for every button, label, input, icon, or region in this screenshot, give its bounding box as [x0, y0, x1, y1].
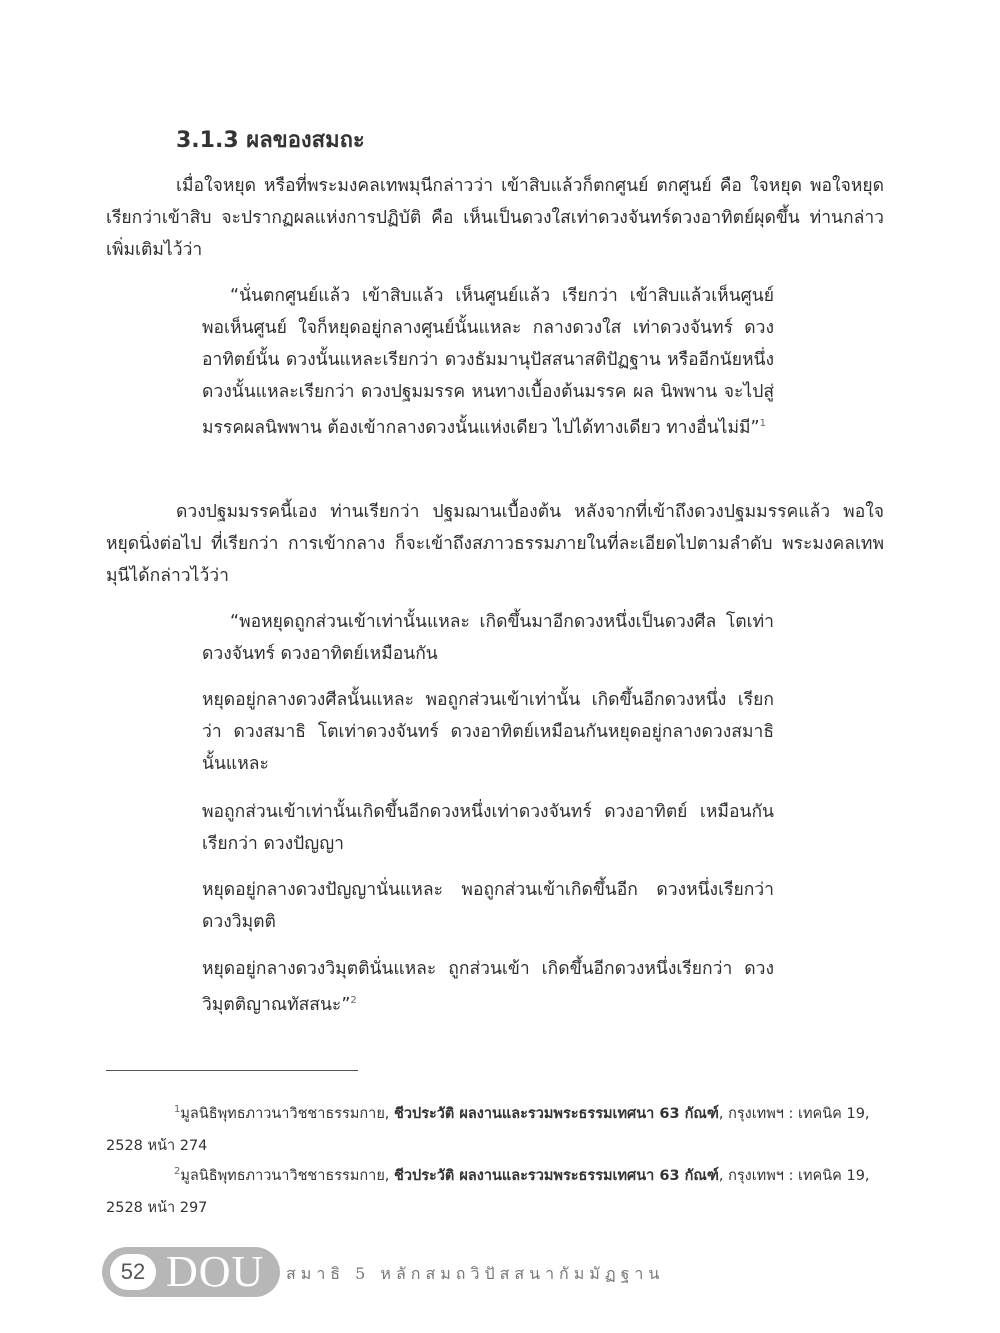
quote-4-text: พอถูกส่วนเข้าเท่านั้นเกิดขึ้นอีกดวงหนึ่งเท่าดวงจันทร์ ดวงอาทิตย์ เหมือนกัน เรียกว่า ดวงปัญญา: [202, 802, 774, 854]
footnote-ref-1[interactable]: 1: [759, 418, 766, 429]
quote-3: [202, 684, 774, 780]
footnote-2-number: 2: [174, 1166, 181, 1177]
paragraph-2-text: ดวงปฐมมรรคนี้เอง ท่านเรียกว่า ปฐมฌานเบื้องต้น หลังจากที่เข้าถึงดวงปฐมมรรคแล้ว พอใจหยุดนิ่งต่อไป ที่เรียกว่า การเข้ากลาง ก็จะเข้าถึงสภาวธรรมภายในที่ละเอียดไปตามลำดับ พระมงคลเทพมุนีได้กล่าวไว้ว่า: [106, 502, 884, 586]
quote-2: [202, 606, 774, 670]
paragraph-1: [106, 170, 884, 266]
footnote-1-source: มูลนิธิพุทธภาวนาวิชชาธรรมกาย,: [180, 1105, 395, 1122]
footnote-ref-2[interactable]: 2: [350, 995, 357, 1006]
quote-6-text: หยุดอยู่กลางดวงวิมุตตินั่นแหละ ถูกส่วนเข้า เกิดขึ้นอีกดวงหนึ่งเรียกว่า ดวงวิมุตติญาณทัสสนะ”: [202, 959, 774, 1015]
paragraph-1-text: เมื่อใจหยุด หรือที่พระมงคลเทพมุนีกล่าวว่า เข้าสิบแล้วก็ตกศูนย์ ตกศูนย์ คือ ใจหยุด พอใจหยุดเรียกว่าเข้าสิบ จะปรากฏผลแห่งการปฏิบัติ คือ เห็นเป็นดวงใสเท่าดวงจันทร์ดวงอาทิตย์ผุดขึ้น ท่านกล่าวเพิ่มเติมไว้ว่า: [106, 176, 884, 260]
footnote-2-publisher: , กรุงเทพฯ : เทคนิค 19,: [718, 1167, 870, 1184]
footnote-1-title: ชีวประวัติ ผลงานและรวมพระธรรมเทศนา 63 กัณฑ์: [394, 1105, 719, 1122]
footnote-2: [106, 1156, 884, 1224]
quote-3-text: หยุดอยู่กลางดวงศีลนั้นแหละ พอถูกส่วนเข้าเท่านั้น เกิดขึ้นอีกดวงหนึ่ง เรียกว่า ดวงสมาธิ โตเท่าดวงจันทร์ ดวงอาทิตย์เหมือนกันหยุดอยู่กลางดวงสมาธินั้นแหละ: [202, 690, 774, 774]
footnote-2-year-page: 2528 หน้า 297: [106, 1199, 208, 1216]
footnote-divider: [106, 1070, 358, 1071]
footnote-1-year-page: 2528 หน้า 274: [106, 1137, 208, 1154]
quote-1-text: “นั่นตกศูนย์แล้ว เข้าสิบแล้ว เห็นศูนย์แล้ว เรียกว่า เข้าสิบแล้วเห็นศูนย์ พอเห็นศูนย์ ใจก็หยุดอยู่กลางศูนย์นั้นแหละ กลางดวงใส เท่าดวงจันทร์ ดวงอาทิตย์นั้น ดวงนั้นแหละเรียกว่า ดวงธัมมานุปัสสนาสติปัฏฐาน หรืออีกนัยหนึ่ง ดวงนั้นแหละเรียกว่า ดวงปฐมมรรค หนทางเบื้องต้นมรรค ผล นิพพาน จะไปสู่มรรคผลนิพพาน ต้องเข้ากลางดวงนั้นแห่งเดียว ไปได้ทางเดียว ทางอื่นไม่มี”: [202, 286, 774, 438]
footnote-1-publisher: , กรุงเทพฯ : เทคนิค 19,: [718, 1105, 870, 1122]
footnote-1: [106, 1094, 884, 1162]
quote-5: [202, 874, 774, 938]
quote-4: [202, 796, 774, 860]
quote-1: [202, 280, 774, 444]
footnote-2-source: มูลนิธิพุทธภาวนาวิชชาธรรมกาย,: [180, 1167, 395, 1184]
running-footer-title: สมาธิ 5 หลักสมถวิปัสสนากัมมัฏฐาน: [286, 1264, 665, 1283]
section-heading: 3.1.3 ผลของสมถะ: [176, 128, 365, 153]
footnote-2-title: ชีวประวัติ ผลงานและรวมพระธรรมเทศนา 63 กัณฑ์: [394, 1167, 719, 1184]
quote-5-text: หยุดอยู่กลางดวงปัญญานั่นแหละ พอถูกส่วนเข้าเกิดขึ้นอีก ดวงหนึ่งเรียกว่า ดวงวิมุตติ: [202, 880, 774, 932]
footnote-1-number: 1: [174, 1104, 181, 1115]
quote-2-text: “พอหยุดถูกส่วนเข้าเท่านั้นแหละ เกิดขึ้นมาอีกดวงหนึ่งเป็นดวงศีล โตเท่าดวงจันทร์ ดวงอาทิตย์เหมือนกัน: [202, 612, 774, 664]
quote-6: [202, 953, 774, 1021]
paragraph-2: [106, 496, 884, 592]
page-number: 52: [110, 1254, 156, 1290]
dou-logo: DOU: [166, 1247, 265, 1296]
